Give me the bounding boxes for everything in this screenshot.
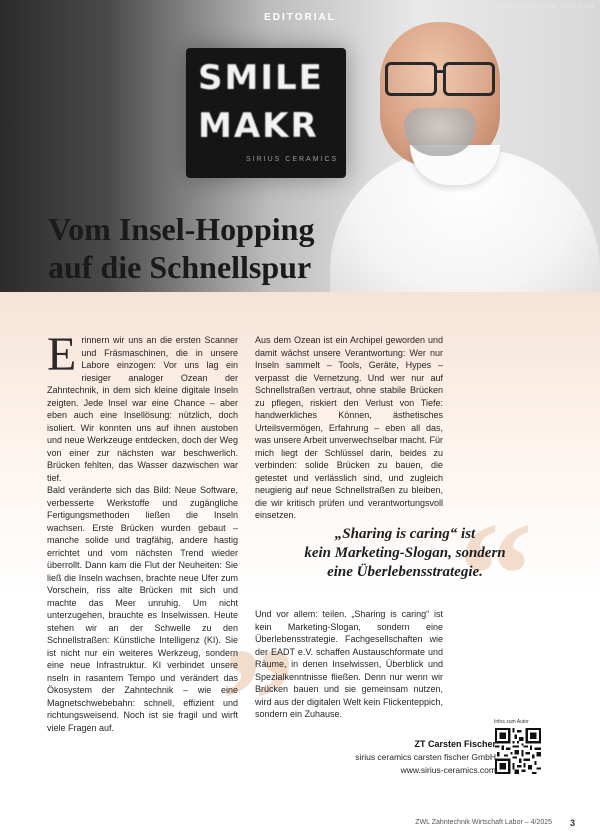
sign-subline: SIRIUS CERAMICS bbox=[246, 156, 339, 163]
paragraph-3: Aus dem Ozean ist ein Archipel geworden und damit wächst unsere Verantwortung: Wer nur Inseln sammelt – Tools, Geräte, Hypes – verpasst die Vernetzung. Und wer nur auf Schnellstraßen vertraut, ohne stabile Brücken zu pflegen, riskiert den Verlust von Tiefe: handwerkliches Können, ästhetisches Urteilsvermögen, Erfahrung – eben all das, was unsere Arbeit unverwechselbar macht. Für mich liegt der Schlüssel darin, beides zu verbinden: solide Brücken zu bauen, die getestet und verlässlich sind, und zugleich neugierig auf neue Schnellstraßen zu bleiben, die wir kritisch prüfen und verantwortungsvoll einsetzen. bbox=[255, 335, 443, 520]
journal-issue: ZWL Zahntechnik Wirtschaft Labor – 4/2025 bbox=[415, 819, 552, 826]
article-headline bbox=[48, 210, 314, 286]
pull-quote-line-3: eine Überlebensstrategie. bbox=[327, 564, 483, 580]
author-company: sirius ceramics carsten fischer GmbH bbox=[355, 752, 496, 762]
qr-label: Infos zum Autor bbox=[494, 719, 529, 725]
sign-line-1: SMILE bbox=[198, 58, 324, 98]
pull-quote-line-1: „Sharing is caring“ ist bbox=[334, 526, 476, 542]
pull-quote-line-2: kein Marketing-Slogan, sondern bbox=[304, 545, 506, 561]
headline-line-1: Vom Insel-Hopping bbox=[48, 211, 315, 247]
pull-quote bbox=[255, 525, 555, 582]
qr-code-icon[interactable] bbox=[495, 728, 541, 774]
paragraph-1 bbox=[47, 328, 238, 484]
paragraph-4: Und vor allem: teilen. „Sharing is caring“ ist kein Marketing-Slogan, sondern eine Überlebensstrategie. Fachgesellschaften wie der EADT e.V. schaffen Austauschformate und Räume, in denen Inselwissen, Überblick und Spezialkenntnisse fließen. Denn nur wenn wir Brücken bauen und sie gemeinsam nutzen, wird aus der digitalen Welt kein Flickenteppich, sondern ein Zuhause. bbox=[255, 609, 443, 719]
section-label: EDITORIAL bbox=[264, 12, 336, 23]
quote-mark-decoration-close: “ bbox=[458, 492, 533, 658]
paragraph-2: Bald veränderte sich das Bild: Neue Software, verbesserte Werkstoffe und zugängliche Fertigungsmethoden ließen die Inseln wachsen. Erste Brücken wurden gebaut – manche solide und tragfähig, andere hastig errichtet und vom nächsten Trend wieder überrollt. Dann kam die Flut der Neuheiten: Sie ließ die Inseln wachsen, brachte neue Ufer zum Vorschein, riss alte Brücken mit sich und machte das Meer unruhig. Um nicht unterzugehen, brauchte es Inselwissen. Heute stehen wir an der Schwelle zu den Schnellstraßen: Künstliche Intelligenz (KI). Sie ist nicht nur ein weiteres Werkzeug, sondern eine neue Infrastruktur. KI verbindet unsere nseln in rasantem Tempo und verändert das Ökosystem der Zahntechnik – wie eine Magnetschwebebahn: schnell, effizient und richtungsweisend. Noch ist sie fragil und wirft viele Fragen auf. bbox=[47, 485, 238, 733]
article-column-right-bottom bbox=[255, 608, 443, 721]
quote-mark-decoration-open: „ bbox=[222, 540, 297, 706]
page-footer bbox=[0, 819, 600, 840]
dropcap: E bbox=[47, 328, 77, 381]
article-column-left bbox=[47, 328, 238, 734]
author-name: ZT Carsten Fischer bbox=[414, 739, 496, 749]
sign-line-2: MAKR bbox=[198, 106, 319, 146]
author-signature bbox=[355, 738, 496, 777]
article-column-right-top bbox=[255, 334, 443, 522]
paragraph-1-text: rinnern wir uns an die ersten Scanner und Fräsmaschinen, die in unsere Labore einzogen: Vor uns lag ein riesiger analoger Ozean der Zahntechnik, in dem sich kleine digitale Inseln zeigten. Jede Insel war eine Chance – aber eben auch eine Insellösung: nützlich, doch isoliert. Wir konnten uns auf ihnen austoben und neue Werkzeuge entdecken, doch der Weg von einer zur nächsten war beschwerlich. Brücken fehlten, das Wasser dazwischen war tief. bbox=[47, 335, 238, 483]
page-number: 3 bbox=[569, 818, 575, 828]
author-website[interactable]: www.sirius-ceramics.com bbox=[400, 765, 496, 775]
photo-credit: © sirius ceramics carsten fischer GmbH bbox=[494, 4, 594, 10]
author-portrait-glasses bbox=[385, 62, 497, 92]
headline-line-2: auf die Schnellspur bbox=[48, 249, 312, 285]
smile-makr-sign bbox=[186, 48, 346, 178]
